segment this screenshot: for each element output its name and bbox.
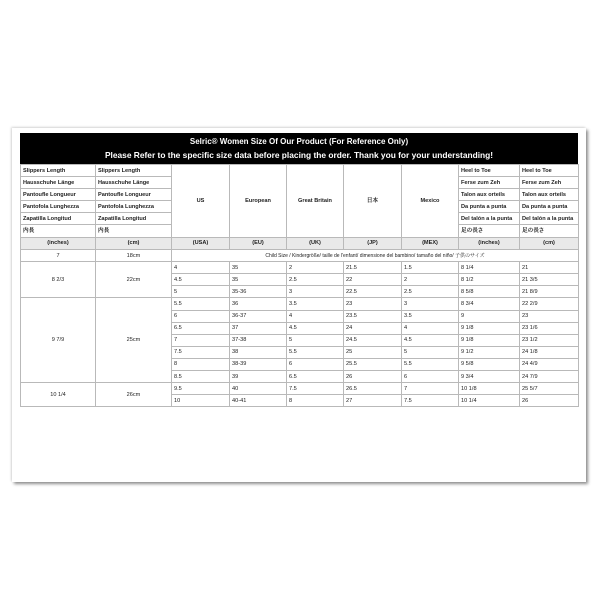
heel-toe-cm: 24 7/9 — [520, 371, 579, 383]
eu-size: 40-41 — [230, 395, 287, 407]
eu-size: 37 — [230, 322, 287, 334]
heel-to-toe-label: 足の長さ — [520, 225, 579, 237]
mex-size: 3.5 — [402, 310, 459, 322]
us-size: 8.5 — [172, 371, 230, 383]
slipper-length-label: Pantofola Lunghezza — [21, 201, 96, 213]
mex-size: 1.5 — [402, 262, 459, 274]
heel-to-toe-label: Ferse zum Zeh — [459, 177, 520, 189]
jp-size: 22.5 — [344, 286, 402, 298]
heel-toe-cm: 23 — [520, 310, 579, 322]
jp-size: 25.5 — [344, 358, 402, 370]
child-inches: 7 — [21, 250, 96, 262]
us-size: 10 — [172, 395, 230, 407]
heel-to-toe-label: Heel to Toe — [520, 165, 579, 177]
us-size: 8 — [172, 358, 230, 370]
banner-title: Selric® Women Size Of Our Product (For Reference Only) — [189, 137, 409, 146]
eu-size: 35 — [230, 262, 287, 274]
european-header: European — [230, 165, 287, 238]
slipper-length-inches: 9 7/9 — [21, 298, 96, 383]
unit-cell: (MEX) — [402, 237, 459, 250]
mex-size: 2 — [402, 274, 459, 286]
slipper-length-label: Slippers Length — [21, 165, 96, 177]
child-size-row — [21, 250, 579, 262]
heel-to-toe-label: Da punta a punta — [459, 201, 520, 213]
size-chart-sheet — [20, 133, 578, 476]
mexico-header: Mexico — [402, 165, 459, 238]
eu-size: 36-37 — [230, 310, 287, 322]
heel-toe-inches: 9 5/8 — [459, 358, 520, 370]
mex-size: 6 — [402, 371, 459, 383]
mex-size: 7 — [402, 383, 459, 395]
jp-size: 27 — [344, 395, 402, 407]
jp-size: 26.5 — [344, 383, 402, 395]
jp-size: 23 — [344, 298, 402, 310]
slipper-length-label: Hausschuhe Länge — [96, 177, 172, 189]
eu-size: 36 — [230, 298, 287, 310]
eu-size: 35 — [230, 274, 287, 286]
unit-cell: (cm) — [96, 237, 172, 250]
header-row — [21, 165, 579, 177]
heel-toe-inches: 10 1/8 — [459, 383, 520, 395]
mex-size: 4.5 — [402, 334, 459, 346]
great-britain-header: Great Britain — [287, 165, 344, 238]
heel-to-toe-label: Heel to Toe — [459, 165, 520, 177]
heel-to-toe-label: Del talón a la punta — [520, 213, 579, 225]
heel-to-toe-label: Talon aux orteils — [520, 189, 579, 201]
heel-to-toe-label: Da punta a punta — [520, 201, 579, 213]
uk-size: 5.5 — [287, 346, 344, 358]
unit-cell: (inches) — [459, 237, 520, 250]
heel-toe-inches: 8 3/4 — [459, 298, 520, 310]
slipper-length-label: Pantoufle Longueur — [21, 189, 96, 201]
slipper-length-label: Hausschuhe Länge — [21, 177, 96, 189]
uk-size: 6 — [287, 358, 344, 370]
heel-toe-inches: 8 5/8 — [459, 286, 520, 298]
jp-size: 24 — [344, 322, 402, 334]
mex-size: 4 — [402, 322, 459, 334]
uk-size: 4 — [287, 310, 344, 322]
slipper-length-inches: 8 2/3 — [21, 262, 96, 298]
heel-toe-cm: 23 1/6 — [520, 322, 579, 334]
slipper-length-label: Zapatilla Longitud — [96, 213, 172, 225]
uk-size: 3.5 — [287, 298, 344, 310]
heel-to-toe-label: Talon aux orteils — [459, 189, 520, 201]
uk-size: 3 — [287, 286, 344, 298]
eu-size: 35-36 — [230, 286, 287, 298]
us-size: 6 — [172, 310, 230, 322]
heel-toe-inches: 9 3/4 — [459, 371, 520, 383]
eu-size: 40 — [230, 383, 287, 395]
heel-toe-cm: 23 1/2 — [520, 334, 579, 346]
us-size: 7.5 — [172, 346, 230, 358]
slipper-length-cm: 26cm — [96, 383, 172, 407]
unit-cell: (cm) — [520, 237, 579, 250]
heel-toe-inches: 9 — [459, 310, 520, 322]
unit-cell: (JP) — [344, 237, 402, 250]
uk-size: 5 — [287, 334, 344, 346]
child-size-note: Child Size / Kindergröße/ taille de l'enfant/ dimensione del bambino/ tamaño del niño/ 子供のサイズ — [172, 250, 579, 262]
us-size: 4 — [172, 262, 230, 274]
slipper-length-label: 内長 — [21, 225, 96, 237]
heel-toe-cm: 21 — [520, 262, 579, 274]
slipper-length-cm: 25cm — [96, 298, 172, 383]
slipper-length-label: Pantofola Lunghezza — [96, 201, 172, 213]
heel-toe-cm: 25 5/7 — [520, 383, 579, 395]
jp-size: 25 — [344, 346, 402, 358]
heel-to-toe-label: Ferse zum Zeh — [520, 177, 579, 189]
heel-to-toe-label: Del talón a la punta — [459, 213, 520, 225]
chart-banner — [20, 133, 578, 164]
heel-toe-inches: 9 1/8 — [459, 322, 520, 334]
us-size: 7 — [172, 334, 230, 346]
heel-toe-inches: 9 1/8 — [459, 334, 520, 346]
size-row — [21, 298, 579, 310]
slipper-length-label: 内長 — [96, 225, 172, 237]
uk-size: 2 — [287, 262, 344, 274]
heel-toe-cm: 26 — [520, 395, 579, 407]
slipper-length-label: Slippers Length — [96, 165, 172, 177]
heel-toe-cm: 22 2/9 — [520, 298, 579, 310]
heel-toe-cm: 24 1/8 — [520, 346, 579, 358]
mex-size: 3 — [402, 298, 459, 310]
us-header: US — [172, 165, 230, 238]
us-size: 9.5 — [172, 383, 230, 395]
banner-subtitle: Please Refer to the specific size data before placing the order. Thank you for your understanding! — [104, 149, 494, 160]
us-size: 6.5 — [172, 322, 230, 334]
size-table — [20, 164, 579, 407]
jp-size: 24.5 — [344, 334, 402, 346]
heel-toe-cm: 21 3/5 — [520, 274, 579, 286]
heel-toe-cm: 21 8/9 — [520, 286, 579, 298]
uk-size: 7.5 — [287, 383, 344, 395]
uk-size: 2.5 — [287, 274, 344, 286]
jp-size: 21.5 — [344, 262, 402, 274]
slipper-length-label: Zapatilla Longitud — [21, 213, 96, 225]
unit-cell: (inches) — [21, 237, 96, 250]
uk-size: 8 — [287, 395, 344, 407]
eu-size: 38-39 — [230, 358, 287, 370]
eu-size: 39 — [230, 371, 287, 383]
eu-size: 38 — [230, 346, 287, 358]
heel-toe-inches: 10 1/4 — [459, 395, 520, 407]
eu-size: 37-38 — [230, 334, 287, 346]
size-chart-frame — [12, 128, 586, 482]
heel-toe-inches: 9 1/2 — [459, 346, 520, 358]
uk-size: 4.5 — [287, 322, 344, 334]
heel-toe-inches: 8 1/4 — [459, 262, 520, 274]
mex-size: 7.5 — [402, 395, 459, 407]
jp-size: 26 — [344, 371, 402, 383]
heel-toe-inches: 8 1/2 — [459, 274, 520, 286]
jp-size: 22 — [344, 274, 402, 286]
unit-cell: (EU) — [230, 237, 287, 250]
slipper-length-cm: 22cm — [96, 262, 172, 298]
heel-to-toe-label: 足の長さ — [459, 225, 520, 237]
slipper-length-label: Pantoufle Longueur — [96, 189, 172, 201]
slipper-length-inches: 10 1/4 — [21, 383, 96, 407]
unit-cell: (USA) — [172, 237, 230, 250]
mex-size: 5.5 — [402, 358, 459, 370]
mex-size: 5 — [402, 346, 459, 358]
size-row — [21, 262, 579, 274]
size-row — [21, 383, 579, 395]
mex-size: 2.5 — [402, 286, 459, 298]
unit-cell: (UK) — [287, 237, 344, 250]
jp-size: 23.5 — [344, 310, 402, 322]
us-size: 5 — [172, 286, 230, 298]
uk-size: 6.5 — [287, 371, 344, 383]
heel-toe-cm: 24 4/9 — [520, 358, 579, 370]
japan-header: 日本 — [344, 165, 402, 238]
us-size: 4.5 — [172, 274, 230, 286]
units-row — [21, 237, 579, 250]
child-cm: 18cm — [96, 250, 172, 262]
us-size: 5.5 — [172, 298, 230, 310]
